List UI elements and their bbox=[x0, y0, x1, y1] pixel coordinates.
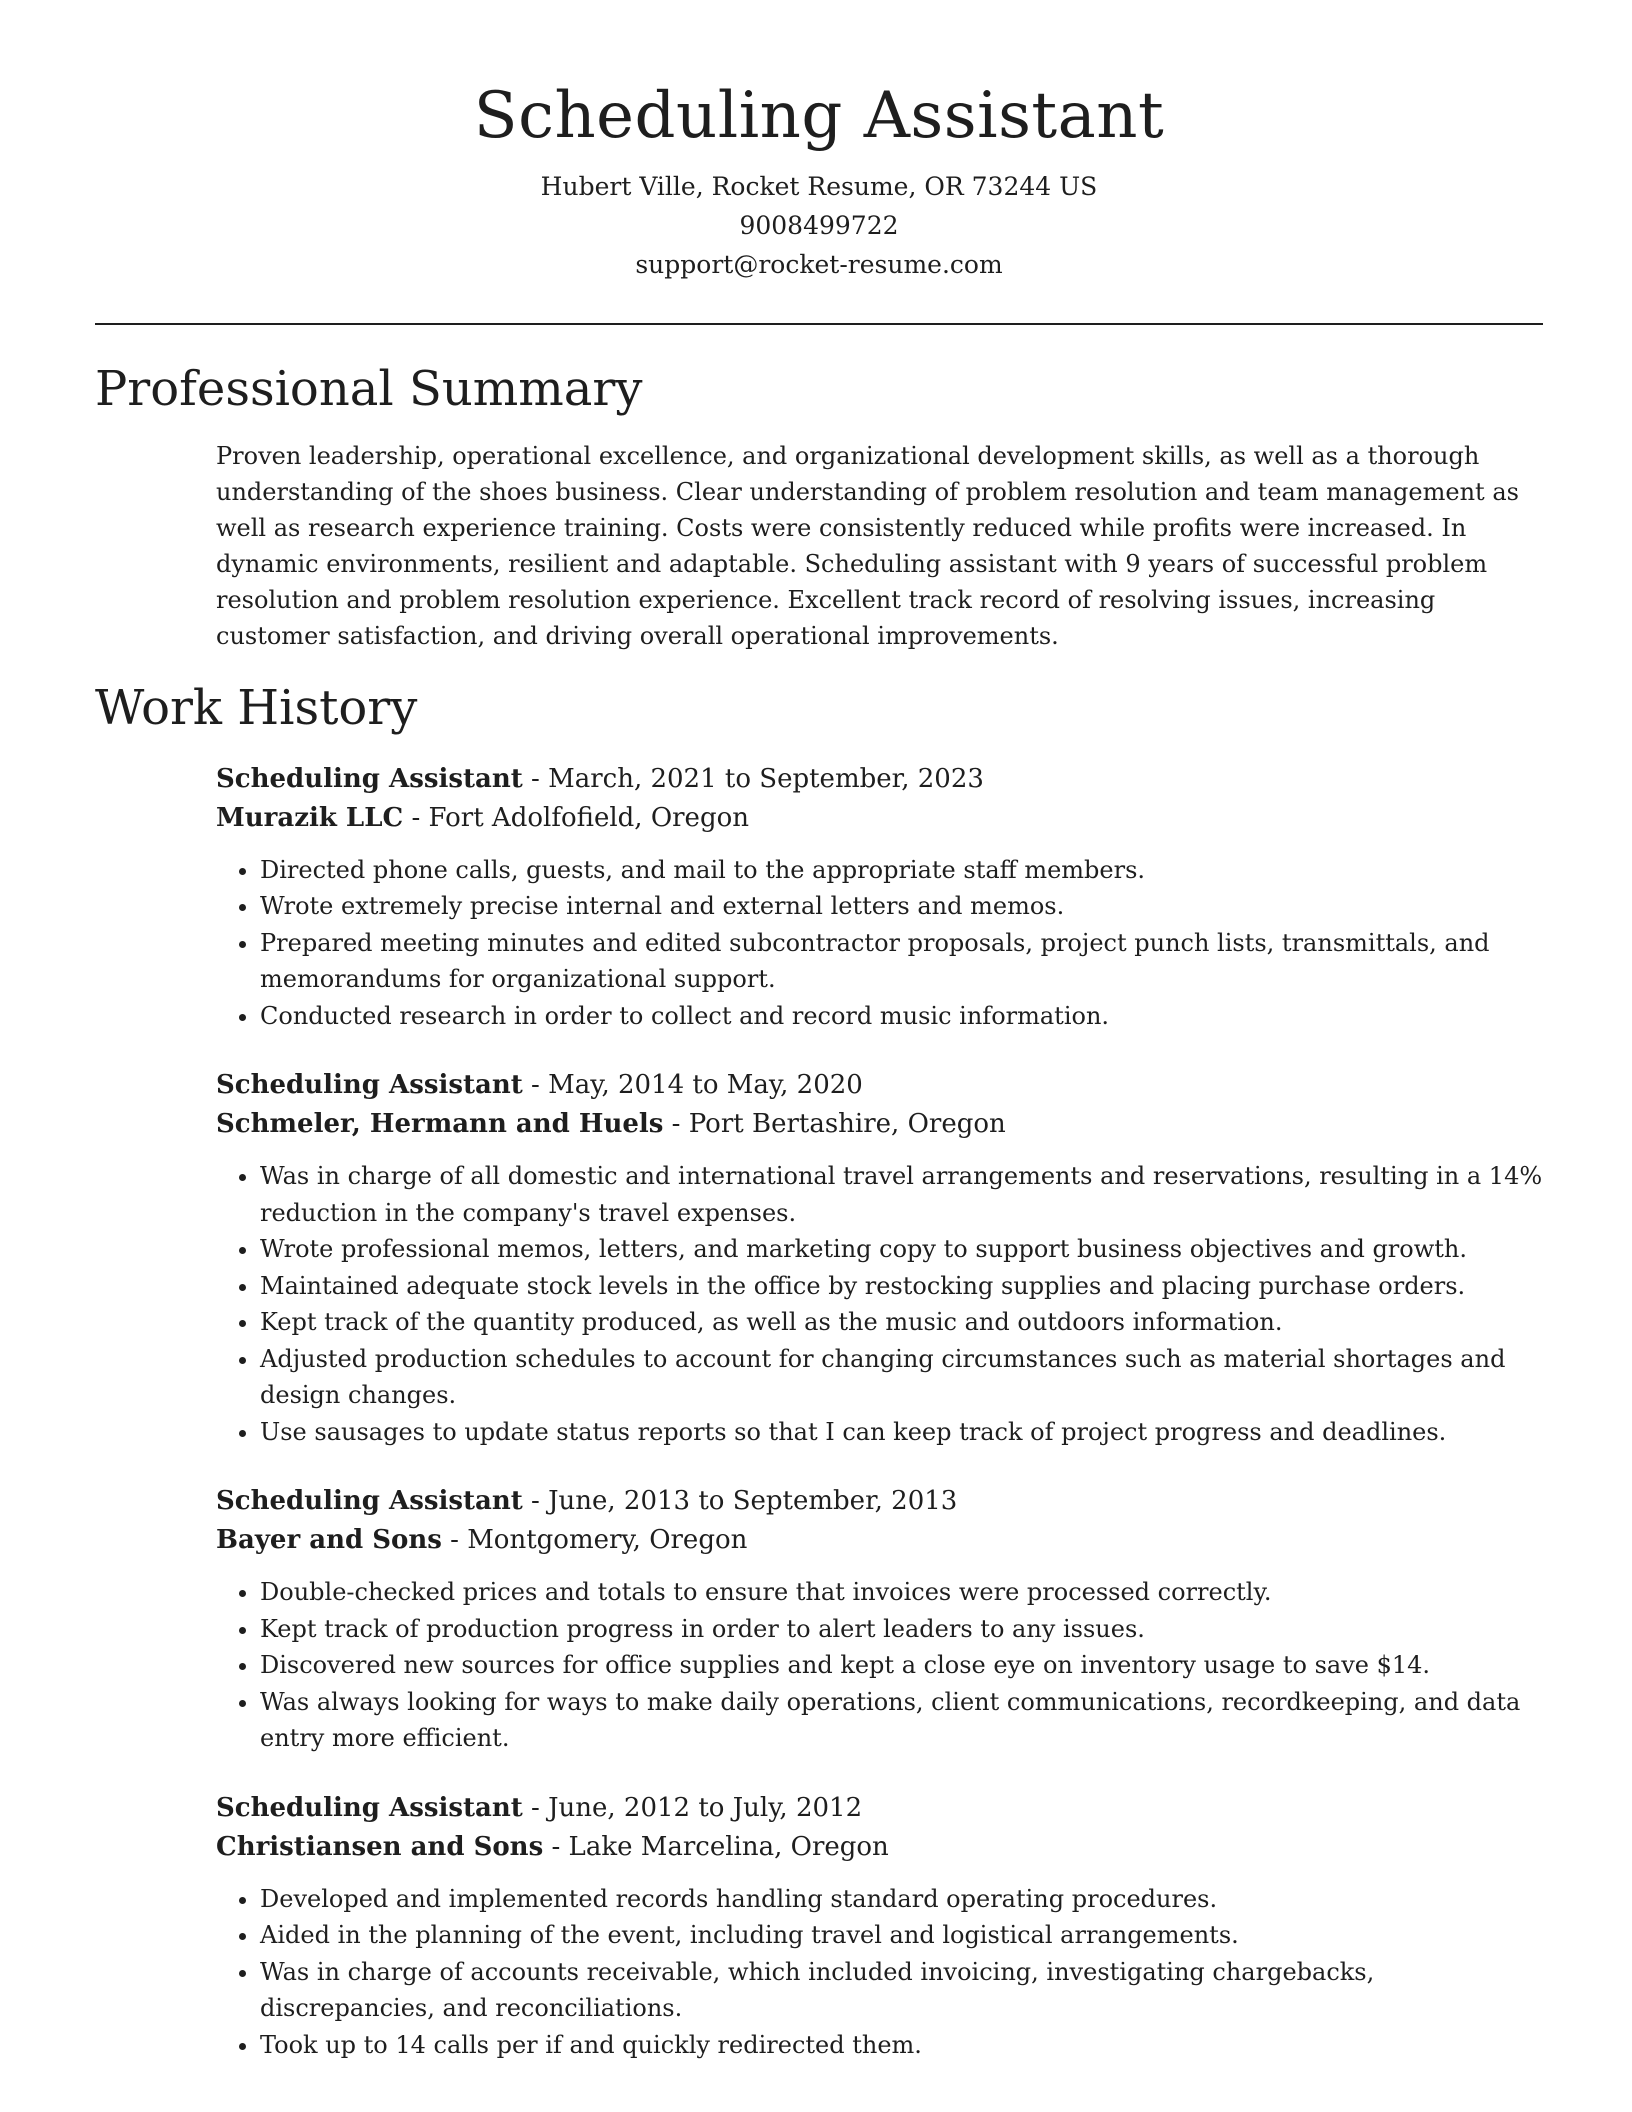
job-entry bbox=[216, 760, 1543, 1035]
job-company-line bbox=[216, 1521, 1543, 1560]
duty-item: • Use sausages to update status reports so that I can keep track of project progress and deadlines. bbox=[260, 1414, 1543, 1451]
address: Hubert Ville, Rocket Resume, OR 73244 US bbox=[540, 171, 1098, 201]
duty-item: • Conducted research in order to collect and record music information. bbox=[260, 998, 1543, 1035]
duty-item: • Took up to 14 calls per if and quickly redirected them. bbox=[260, 2027, 1543, 2064]
duty-item: • Maintained adequate stock levels in the office by restocking supplies and placing purchase orders. bbox=[260, 1268, 1543, 1305]
company-location: - Montgomery, Oregon bbox=[441, 1525, 748, 1556]
company-name: Bayer and Sons bbox=[216, 1525, 442, 1556]
phone: 9008499722 bbox=[739, 210, 899, 240]
duty-item: • Prepared meeting minutes and edited subcontractor proposals, project punch lists, transmittals, and memorandums for organizational support. bbox=[260, 925, 1543, 998]
job-entry bbox=[216, 1066, 1543, 1450]
job-dates: - June, 2013 to September, 2013 bbox=[522, 1486, 958, 1517]
resume-header bbox=[95, 0, 1543, 284]
job-company-line bbox=[216, 1105, 1543, 1144]
job-title: Scheduling Assistant bbox=[216, 763, 523, 794]
duty-item: • Developed and implemented records handling standard operating procedures. bbox=[260, 1881, 1543, 1918]
job-company-line bbox=[216, 1828, 1543, 1867]
job-title-line bbox=[216, 1482, 1543, 1521]
job-duties-list bbox=[216, 1574, 1543, 1757]
duty-item: • Kept track of the quantity produced, as well as the music and outdoors information. bbox=[260, 1304, 1543, 1341]
email: support@rocket-resume.com bbox=[635, 249, 1003, 279]
duty-item: • Wrote professional memos, letters, and marketing copy to support business objectives and growth. bbox=[260, 1231, 1543, 1268]
job-entry bbox=[216, 1482, 1543, 1757]
duty-item: • Double-checked prices and totals to ensure that invoices were processed correctly. bbox=[260, 1574, 1543, 1611]
job-title: Scheduling Assistant bbox=[216, 1486, 523, 1517]
resume-page bbox=[95, 0, 1543, 2063]
job-dates: - May, 2014 to May, 2020 bbox=[522, 1070, 863, 1101]
work-history-list bbox=[216, 760, 1543, 2064]
job-duties-list bbox=[216, 1158, 1543, 1450]
job-entry bbox=[216, 1789, 1543, 2064]
duty-item: • Was in charge of all domestic and international travel arrangements and reservations, resulting in a 14% reduction in the company's travel expenses. bbox=[260, 1158, 1543, 1231]
summary-text: Proven leadership, operational excellence, and organizational development skills, as well as a thorough understanding of the shoes business. Clear understanding of problem resolution and team management as well as research experience training. Costs were consistently reduced while profits were increased. In dynamic environments, resilient and adaptable. Scheduling assistant with 9 years of successful problem resolution and problem resolution experience. Excellent track record of resolving issues, increasing customer satisfaction, and driving overall operational improvements. bbox=[216, 442, 1519, 651]
company-name: Christiansen and Sons bbox=[216, 1831, 544, 1862]
job-title-line bbox=[216, 1066, 1543, 1105]
job-title-line bbox=[216, 760, 1543, 799]
company-name: Schmeler, Hermann and Huels bbox=[216, 1109, 664, 1140]
duty-item: • Aided in the planning of the event, including travel and logistical arrangements. bbox=[260, 1917, 1543, 1954]
duty-item: • Was always looking for ways to make daily operations, client communications, recordkeeping, and data entry more efficient. bbox=[260, 1684, 1543, 1757]
summary-heading: Professional Summary bbox=[95, 360, 643, 417]
job-duties-list bbox=[216, 1881, 1543, 2064]
company-location: - Fort Adolfofield, Oregon bbox=[403, 802, 749, 833]
candidate-title: Scheduling Assistant bbox=[473, 79, 1165, 153]
job-title: Scheduling Assistant bbox=[216, 1792, 523, 1823]
job-title-line bbox=[216, 1789, 1543, 1828]
duty-item: • Adjusted production schedules to account for changing circumstances such as material shortages and design changes. bbox=[260, 1341, 1543, 1414]
job-title: Scheduling Assistant bbox=[216, 1070, 523, 1101]
job-company-line bbox=[216, 799, 1543, 838]
contact-info bbox=[95, 167, 1543, 284]
job-duties-list bbox=[216, 852, 1543, 1035]
duty-item: • Directed phone calls, guests, and mail to the appropriate staff members. bbox=[260, 852, 1543, 889]
company-name: Murazik LLC bbox=[216, 802, 404, 833]
header-divider bbox=[95, 323, 1543, 325]
job-dates: - June, 2012 to July, 2012 bbox=[522, 1792, 863, 1823]
duty-item: • Wrote extremely precise internal and external letters and memos. bbox=[260, 888, 1543, 925]
duty-item: • Kept track of production progress in order to alert leaders to any issues. bbox=[260, 1611, 1543, 1648]
duty-item: • Was in charge of accounts receivable, which included invoicing, investigating chargebacks, discrepancies, and reconciliations. bbox=[260, 1954, 1543, 2027]
company-location: - Lake Marcelina, Oregon bbox=[543, 1831, 889, 1862]
work-history-heading: Work History bbox=[95, 680, 418, 737]
company-location: - Port Bertashire, Oregon bbox=[663, 1109, 1006, 1140]
job-dates: - March, 2021 to September, 2023 bbox=[522, 763, 984, 794]
duty-item: • Discovered new sources for office supplies and kept a close eye on inventory usage to save $14. bbox=[260, 1647, 1543, 1684]
